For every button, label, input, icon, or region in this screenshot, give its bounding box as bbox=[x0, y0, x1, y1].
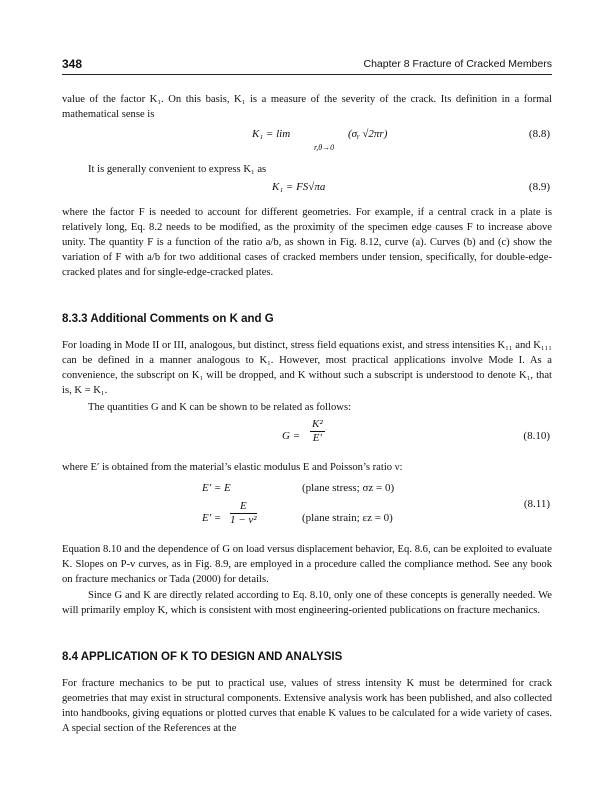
eq-8-11-denominator: 1 − ν² bbox=[230, 514, 257, 526]
eq-8-11-row2-lhs: E′ = bbox=[202, 512, 222, 524]
paragraph-7: Equation 8.10 and the dependence of G on load versus displacement behavior, Eq. 8.6, can be exploited to evaluate K. Slopes on P-v curves, as in Fig. 8.9, are employed in a procedure called the compliance method. See any book on fracture mechanics or Tada (2000) for details. bbox=[62, 544, 552, 585]
equation-8-8 bbox=[62, 124, 552, 158]
eq-8-10-denominator: E′ bbox=[312, 432, 322, 444]
eq-8-11-number: (8.11) bbox=[523, 498, 550, 510]
paragraph-2: It is generally convenient to express K₁ as bbox=[88, 164, 267, 175]
paragraph-6: where E′ is obtained from the material’s elastic modulus E and Poisson’s ratio ν: bbox=[62, 462, 403, 473]
eq-8-11-numerator: E bbox=[230, 500, 257, 514]
eq-8-11-row1-expr: E′ = E bbox=[202, 482, 231, 494]
eq-8-9-expr: K₁ = FS√πa bbox=[272, 181, 326, 193]
paragraph-8: Since G and K are directly related according to Eq. 8.10, only one of these concepts is generally needed. We will primarily employ K, which is consistent with most engineering-oriented publications on fracture mechanics. bbox=[62, 590, 552, 616]
eq-8-8-lhs: K₁ = lim bbox=[252, 128, 291, 140]
eq-8-9-number: (8.9) bbox=[528, 181, 550, 193]
eq-8-10-lhs: G = bbox=[282, 430, 301, 442]
eq-8-11-row1-note: (plane stress; σz = 0) bbox=[302, 482, 395, 494]
eq-8-8-limit: r,θ→0 bbox=[314, 143, 335, 152]
section-heading-8-3-3: 8.3.3 Additional Comments on K and G bbox=[62, 313, 274, 325]
eq-8-11-row2-note: (plane strain; εz = 0) bbox=[302, 512, 393, 524]
eq-8-8-number: (8.8) bbox=[528, 128, 550, 140]
header-rule bbox=[62, 74, 552, 75]
equation-8-11 bbox=[62, 480, 552, 536]
equation-8-9 bbox=[62, 180, 552, 200]
eq-8-10-number: (8.10) bbox=[523, 430, 550, 442]
paragraph-5: The quantities G and K can be shown to be related as follows: bbox=[88, 402, 352, 413]
equation-8-10 bbox=[62, 418, 552, 456]
eq-8-10-fraction bbox=[310, 418, 325, 445]
eq-8-11-row2-fraction bbox=[230, 500, 257, 527]
paragraph-1: value of the factor K₁. On this basis, K₁ is a measure of the severity of the crack. Its definition in a formal mathematical sense is bbox=[62, 94, 552, 120]
page-header bbox=[62, 57, 552, 75]
eq-8-8-rhs: (σᵧ √2πr) bbox=[348, 128, 388, 140]
page-number: 348 bbox=[62, 57, 83, 71]
paragraph-9: For fracture mechanics to be put to practical use, values of stress intensity K must be determined for crack geometries that may exist in structural components. Extensive analysis work has been published, and also collected into handbooks, giving equations or plotted curves that enable K values to be calculated for a wide variety of cases. A special section of the References at the bbox=[62, 678, 552, 734]
section-heading-8-4: 8.4 APPLICATION OF K TO DESIGN AND ANALYSIS bbox=[62, 651, 343, 663]
paragraph-4: For loading in Mode II or III, analogous, but distinct, stress field equations exist, and stress intensities K₁₁ and K₁₁₁ can be defined in a manner analogous to K₁. However, most practical applications involve Mode I. As a convenience, the subscript on K₁ will be dropped, and K without such a subscript is understood to denote K₁, that is, K = K₁. bbox=[62, 340, 552, 396]
running-head: Chapter 8 Fracture of Cracked Members bbox=[363, 58, 552, 70]
eq-8-10-numerator: K² bbox=[312, 418, 323, 430]
paragraph-3: where the factor F is needed to account for different geometries. For example, if a central crack in a plate is relatively long, Eq. 8.2 needs to be modified, as the proximity of the specimen edge causes F to increase above unity. The quantity F is a function of the ratio a/b, as shown in Fig. 8.12, curve (a). Curves (b) and (c) show the variation of F with a/b for two additional cases of cracked members under tension, specifically, for double-edge-cracked plates and for single-edge-cracked plates. bbox=[62, 207, 552, 278]
